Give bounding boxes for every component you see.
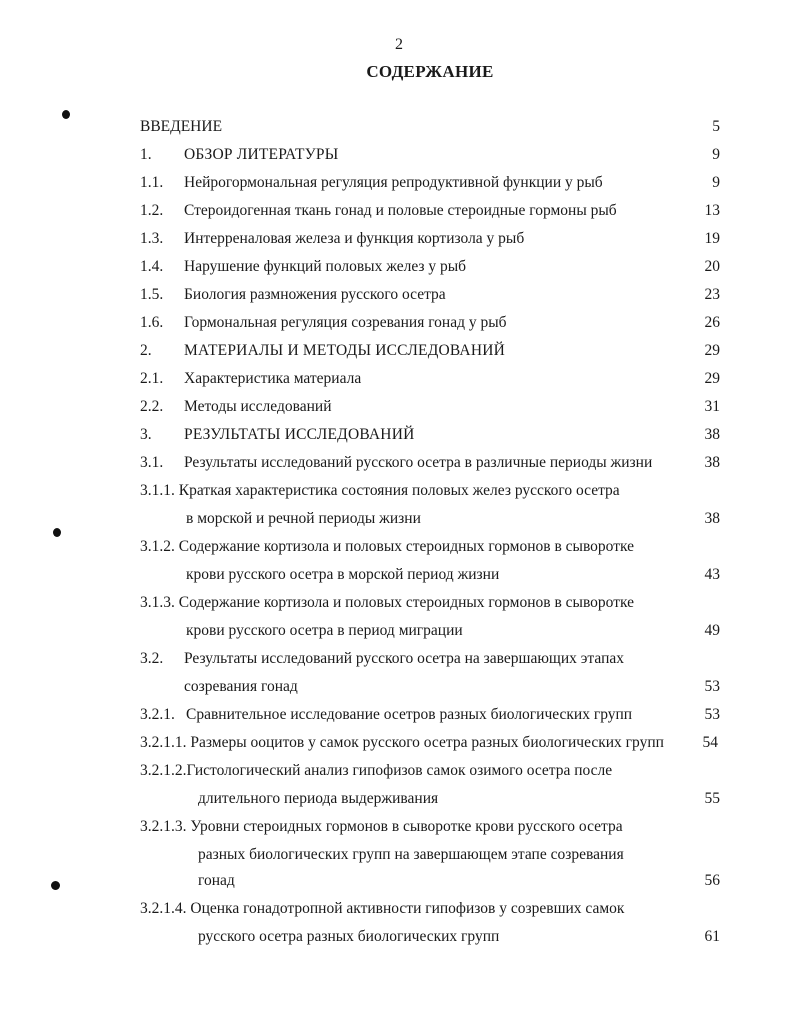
toc-entry-text: разных биологических групп на завершающем этапе созревания xyxy=(198,846,624,863)
toc-entry-number: 3.1.3. xyxy=(140,594,175,611)
toc-entry-number: 3.2.1. xyxy=(140,706,175,723)
toc-entry-continuation xyxy=(198,790,720,808)
toc-entry-text: Результаты исследований русского осетра в различные периоды жизни xyxy=(184,454,653,471)
toc-entry-continuation xyxy=(184,678,720,696)
toc-entry-text: ВВЕДЕНИЕ xyxy=(140,118,223,135)
toc-entry-page: 53 xyxy=(704,678,720,695)
toc-entry-text: Уровни стероидных гормонов в сыворотке крови русского осетра xyxy=(190,818,623,835)
toc-entry-page: 38 xyxy=(704,454,720,471)
toc-entry-continuation xyxy=(198,872,720,890)
toc-entry-text: Стероидогенная ткань гонад и половые стероидные гормоны рыб xyxy=(184,202,617,219)
scan-speck xyxy=(51,881,60,890)
toc-entry-text: Нейрогормональная регуляция репродуктивной функции у рыб xyxy=(184,174,603,191)
toc-entry-text: Краткая характеристика состояния половых желез русского осетра xyxy=(178,482,620,499)
scan-speck xyxy=(62,110,70,119)
toc-entry-page: 29 xyxy=(704,370,720,387)
toc-entry-number: 1.3. xyxy=(140,230,164,247)
toc-entry-page: 61 xyxy=(704,928,720,945)
toc-entry-number: 1.4. xyxy=(140,258,164,275)
toc-entry-continuation xyxy=(186,566,720,584)
toc-entry-text: длительного периода выдерживания xyxy=(198,790,439,807)
toc-entry-text: Гормональная регуляция созревания гонад у рыб xyxy=(184,314,507,331)
toc-entry-number: 3.2.1.1. xyxy=(140,734,187,751)
toc-entry-number: 3.2.1.4. xyxy=(140,900,187,917)
toc-entry xyxy=(140,734,720,752)
toc-entry-text: Сравнительное исследование осетров разных биологических групп xyxy=(186,706,633,723)
toc-entry-text: Содержание кортизола и половых стероидных гормонов в сыворотке xyxy=(178,538,634,555)
toc-entry-text: РЕЗУЛЬТАТЫ ИССЛЕДОВАНИЙ xyxy=(184,426,415,443)
toc-entry-number: 3.2.1.3. xyxy=(140,818,187,835)
toc-entry-continuation xyxy=(186,510,720,528)
toc-entry-number: 2. xyxy=(140,342,152,359)
toc-entry-text: ОБЗОР ЛИТЕРАТУРЫ xyxy=(184,146,339,163)
toc-entry xyxy=(140,594,720,612)
toc-entry-text: крови русского осетра в морской период жизни xyxy=(186,566,500,583)
toc-entry xyxy=(140,818,720,836)
toc-entry-text: Содержание кортизола и половых стероидных гормонов в сыворотке xyxy=(178,594,634,611)
toc-entry-continuation xyxy=(198,846,720,864)
toc-entry xyxy=(140,538,720,556)
toc-entry-continuation xyxy=(198,928,720,946)
toc-entry-page: 9 xyxy=(712,146,720,163)
toc-entry-page: 38 xyxy=(704,426,720,443)
toc-entry-text: Интерреналовая железа и функция кортизола у рыб xyxy=(184,230,525,247)
toc-entry-page: 20 xyxy=(704,258,720,275)
toc-entry-text: созревания гонад xyxy=(184,678,298,695)
toc-entry-page: 56 xyxy=(704,872,720,889)
toc-entry xyxy=(140,900,720,918)
toc-entry-text: Характеристика материала xyxy=(184,370,362,387)
toc-entry xyxy=(140,482,720,500)
toc-entry-page: 9 xyxy=(712,174,720,191)
toc-entry-text: МАТЕРИАЛЫ И МЕТОДЫ ИССЛЕДОВАНИЙ xyxy=(184,342,505,359)
toc-entry-text: Оценка гонадотропной активности гипофизов у созревших самок xyxy=(190,900,625,917)
toc-entry-number: 1. xyxy=(140,146,152,163)
toc-entry-text: Нарушение функций половых желез у рыб xyxy=(184,258,467,275)
toc-entry-page: 31 xyxy=(704,398,720,415)
toc-entry-text: Методы исследований xyxy=(184,398,332,415)
toc-entry xyxy=(140,762,720,780)
toc-entry-number: 1.1. xyxy=(140,174,164,191)
toc-entry-number: 3. xyxy=(140,426,152,443)
toc-entry-number: 1.6. xyxy=(140,314,164,331)
toc-entry-text: крови русского осетра в период миграции xyxy=(186,622,463,639)
toc-entry-number: 3.1.1. xyxy=(140,482,175,499)
toc-entry-number: 3.2. xyxy=(140,650,164,667)
page-number: 2 xyxy=(395,36,403,53)
scan-speck xyxy=(53,528,61,537)
toc-entry-page: 23 xyxy=(704,286,720,303)
toc-entry-number: 1.2. xyxy=(140,202,164,219)
toc-entry-text: Размеры ооцитов у самок русского осетра разных биологических групп xyxy=(190,734,664,751)
toc-entry-number: 3.1. xyxy=(140,454,164,471)
toc-entry-page: 5 xyxy=(712,118,720,135)
toc-entry-page: 49 xyxy=(704,622,720,639)
toc-entry-text: русского осетра разных биологических групп xyxy=(198,928,500,945)
toc-entry-page: 29 xyxy=(704,342,720,359)
toc-entry-text: гонад xyxy=(198,872,235,889)
toc-entry-page: 43 xyxy=(704,566,720,583)
toc-entry-text: в морской и речной периоды жизни xyxy=(186,510,421,527)
toc-entry-text: Результаты исследований русского осетра на завершающих этапах xyxy=(184,650,624,667)
toc-entry-page: 55 xyxy=(704,790,720,807)
toc-entry-number: 3.2.1.2. xyxy=(140,762,187,779)
toc-entry-page: 38 xyxy=(704,510,720,527)
toc-entry-page: 53 xyxy=(704,706,720,723)
toc-entry-page: 54 xyxy=(702,734,718,751)
toc-entry-number: 3.1.2. xyxy=(140,538,175,555)
toc-title: СОДЕРЖАНИЕ xyxy=(366,62,494,81)
toc-entry-continuation xyxy=(186,622,720,640)
toc-entry-number: 1.5. xyxy=(140,286,164,303)
toc-entry-text: Гистологический анализ гипофизов самок озимого осетра после xyxy=(186,762,613,779)
toc-entry-number: 2.1. xyxy=(140,370,164,387)
toc-entry-page: 13 xyxy=(704,202,720,219)
toc-entry-page: 19 xyxy=(704,230,720,247)
toc-entry-page: 26 xyxy=(704,314,720,331)
toc-entry-text: Биология размножения русского осетра xyxy=(184,286,446,303)
toc-entry-number: 2.2. xyxy=(140,398,164,415)
